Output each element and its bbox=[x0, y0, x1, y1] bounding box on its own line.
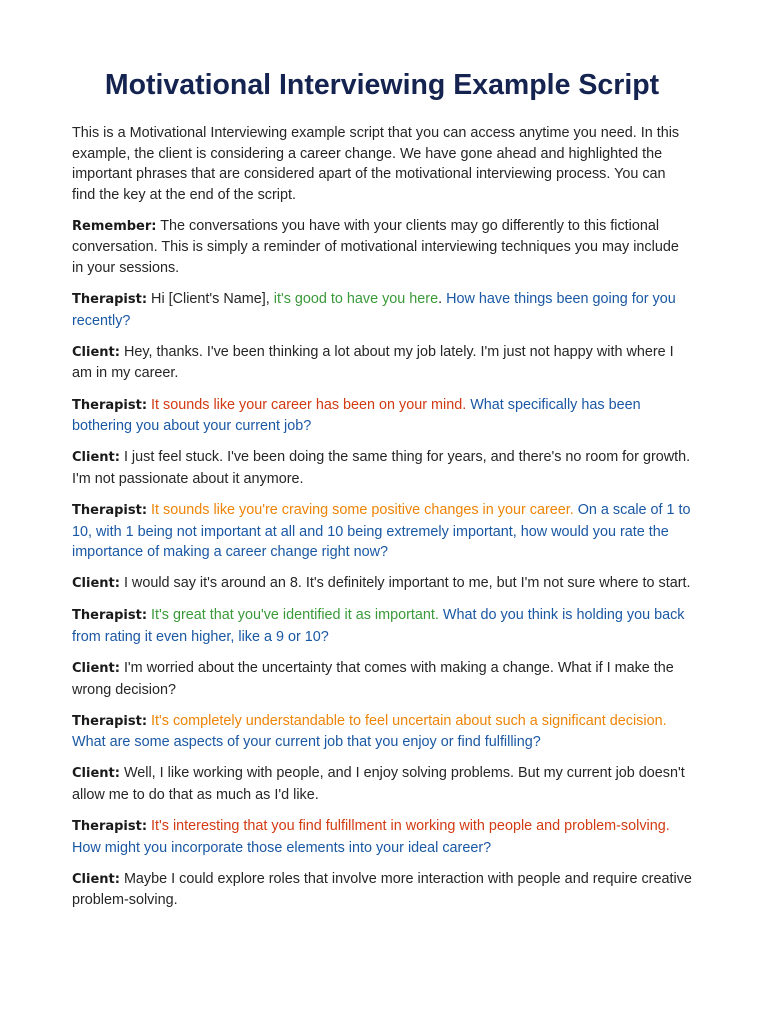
speaker-label: Client: bbox=[72, 344, 120, 360]
highlighted-phrase-green: It's great that you've identified it as important. bbox=[151, 607, 443, 624]
speaker-label: Therapist: bbox=[72, 292, 148, 308]
remember-paragraph bbox=[72, 216, 692, 279]
dialogue-text: The conversations you have with your clients may go differently to this fictional conversation. This is simply a reminder of motivational interviewing techniques you may include in your sessions. bbox=[72, 217, 679, 277]
speaker-label: Client: bbox=[72, 450, 120, 466]
dialogue-text: . bbox=[438, 291, 447, 308]
speaker-label: Client: bbox=[72, 576, 120, 592]
document-title: Motivational Interviewing Example Script bbox=[104, 69, 660, 101]
client-paragraph bbox=[72, 763, 692, 805]
highlighted-phrase-red: It sounds like your career has been on your mind. bbox=[151, 396, 471, 413]
client-paragraph bbox=[72, 869, 692, 911]
therapist-paragraph bbox=[72, 711, 692, 753]
client-paragraph bbox=[72, 447, 692, 489]
highlighted-phrase-blue: What do you think is holding you back from rating it even higher, like a 9 or 10? bbox=[72, 607, 685, 645]
client-paragraph bbox=[72, 342, 692, 384]
intro-paragraph bbox=[72, 123, 692, 205]
highlighted-phrase-orange: It sounds like you're craving some positive changes in your career. bbox=[151, 501, 578, 518]
highlighted-phrase-blue: What specifically has been bothering you about your current job? bbox=[72, 396, 641, 435]
speaker-label: Remember: bbox=[72, 218, 157, 234]
highlighted-phrase-blue: How have things been going for you recently? bbox=[72, 291, 676, 329]
client-paragraph bbox=[72, 573, 692, 595]
script-body bbox=[72, 123, 692, 911]
speaker-label: Therapist: bbox=[72, 713, 148, 729]
therapist-paragraph bbox=[72, 395, 692, 437]
dialogue-text: Hey, thanks. I've been thinking a lot about my job lately. I'm just not happy with where I am in my career. bbox=[72, 343, 674, 382]
dialogue-text: Well, I like working with people, and I enjoy solving problems. But my current job doesn't allow me to do that as much as I'd like. bbox=[72, 765, 685, 803]
dialogue-text: I would say it's around an 8. It's definitely important to me, but I'm not sure where to start. bbox=[123, 575, 691, 592]
speaker-label: Therapist: bbox=[72, 608, 148, 624]
dialogue-text: This is a Motivational Interviewing example script that you can access anytime you need. In this example, the client is considering a career change. We have gone ahead and highlighted the important phrases that are considered apart of the motivational interviewing process. You can find the key at the end of the script. bbox=[72, 125, 680, 203]
highlighted-phrase-blue: How might you incorporate those elements into your ideal career? bbox=[72, 839, 492, 856]
therapist-paragraph bbox=[72, 605, 692, 647]
speaker-label: Client: bbox=[72, 766, 120, 782]
highlighted-phrase-green: it's good to have you here bbox=[273, 291, 439, 308]
speaker-label: Therapist: bbox=[72, 819, 148, 835]
therapist-paragraph bbox=[72, 816, 692, 858]
dialogue-text: I just feel stuck. I've been doing the same thing for years, and there's no room for growth. I'm not passionate about it anymore. bbox=[72, 449, 691, 487]
highlighted-phrase-blue: On a scale of 1 to 10, with 1 being not important at all and 10 being extremely important, how would you rate the importance of making a career change right now? bbox=[72, 501, 691, 561]
therapist-paragraph bbox=[72, 500, 692, 563]
highlighted-phrase-orange: It's completely understandable to feel uncertain about such a significant decision. bbox=[151, 712, 667, 729]
speaker-label: Client: bbox=[72, 660, 120, 676]
dialogue-text: I'm worried about the uncertainty that comes with making a change. What if I make the wrong decision? bbox=[72, 659, 674, 698]
highlighted-phrase-red: It's interesting that you find fulfillment in working with people and problem-solving. bbox=[151, 818, 670, 835]
therapist-paragraph bbox=[72, 289, 692, 331]
speaker-label: Therapist: bbox=[72, 502, 148, 518]
client-paragraph bbox=[72, 658, 692, 700]
dialogue-text: Maybe I could explore roles that involve more interaction with people and require creative problem-solving. bbox=[72, 870, 692, 909]
document-page bbox=[72, 66, 692, 921]
speaker-label: Client: bbox=[72, 871, 120, 887]
highlighted-phrase-blue: What are some aspects of your current job that you enjoy or find fulfilling? bbox=[72, 734, 541, 751]
dialogue-text: Hi [Client's Name], bbox=[151, 291, 274, 308]
speaker-label: Therapist: bbox=[72, 397, 148, 413]
